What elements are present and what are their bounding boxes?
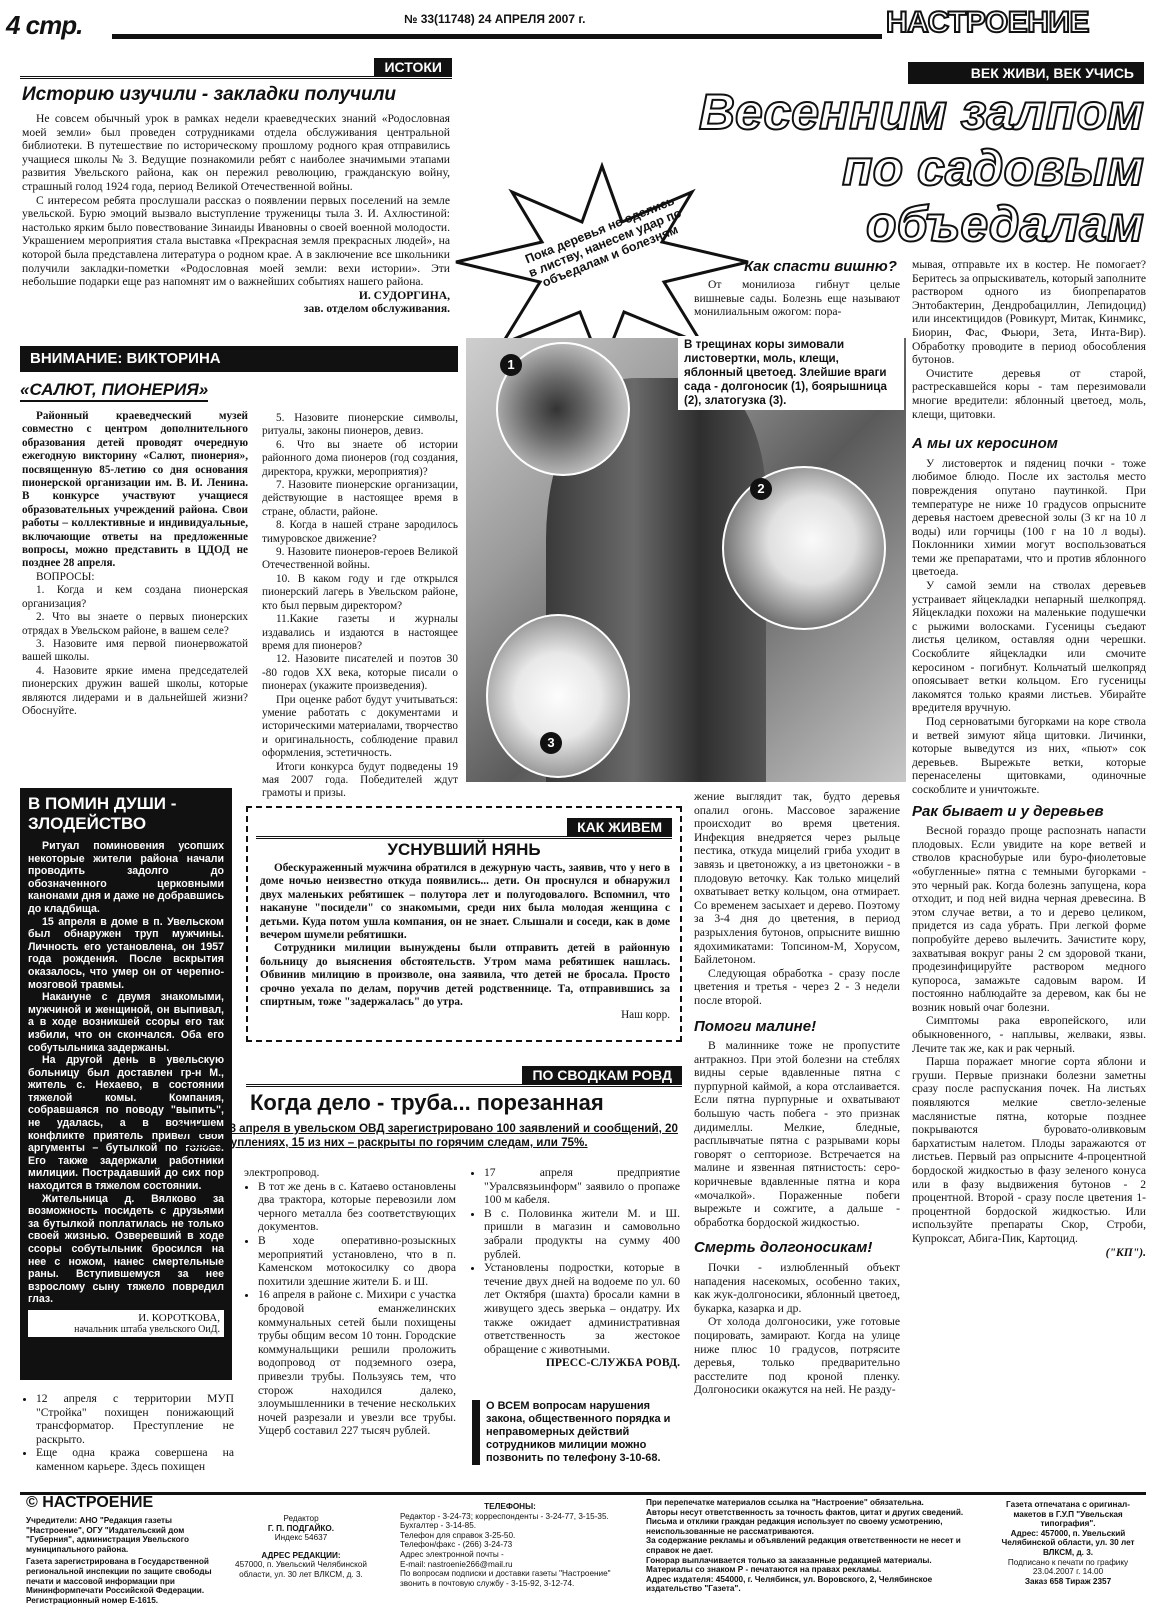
footer-legal: Материалы со знаком Р - печатаются на правах рекламы. xyxy=(646,1565,882,1575)
pomin-headline-2: ЗЛОДЕЙСТВО xyxy=(28,814,147,833)
quiz-question: 9. Назовите пионеров-героев Великой Отечественной войны. xyxy=(262,546,458,572)
quiz-question: 7. Назовите пионерские организации, действующие в настоящее время в стране, области, районе. xyxy=(262,479,458,518)
page-number: 4 стр. xyxy=(6,10,83,40)
pomin-paragraph: 15 апреля в доме в п. Увельском был обнаружен труп мужчины. Личность его установлена, он 1957 года рождения. После вскрытия оказалось, что умер он от черепно-мозговой травмы. xyxy=(28,915,224,991)
footer-phones-col xyxy=(400,1502,620,1588)
footer-editor-col xyxy=(226,1514,376,1580)
footer-legal-col xyxy=(646,1498,976,1594)
footer-phone: E-mail: nastroenie266@mail.ru xyxy=(400,1559,513,1569)
cherry-text: От монилиоза гибнут целые вишневые сады. Болезнь еще называют монилиальным ожогом: пора- xyxy=(694,278,900,319)
kak-zhivem-paragraph: Обескураженный мужчина обратился в дежурную часть, заявив, что у него в доме ночью неизвестно откуда появились... дети. Он проснулся и обнаружил двух маленьких ребятишек – полутора лет и полугодовалого. Вспомнил, что накануне "посидели" со знакомыми, среди них была молодая женщина с детьми. Куда потом ушла компания, он не знает. Слышали и соседи, как в доме вечером шумели ребятишки. xyxy=(260,862,670,942)
kak-zhivem-paragraph: Сотрудники милиции вынуждены были отправить детей в районную больницу до выяснения обстоятельств. Утром мама ребятишек нашлась. Обвинив милицию в произволе, она заявила, что детей не бросала. Просто срочно уехала по делам, поручив детей родственнице. Та, отправившись за спиртным, тоже "задержалась" до утра. xyxy=(260,942,670,1009)
rovd-continuation: электропровод. xyxy=(244,1166,320,1179)
kak-zhivem-signature: Наш корр. xyxy=(621,1009,670,1022)
footer-phones-label: ТЕЛЕФОНЫ: xyxy=(484,1502,536,1511)
istoki-paragraph: С интересом ребята прослушали рассказ о появлении первых поселений на земле увельской. Бурю эмоций вызвало выступление труженицы тыла З. И. Ахлюстиной: настолько ярким было повествование Зинаиды Ивановны о своей военной молодости. Украшением мероприятия стала выставка «Прекрасная земля прекрасных людей», на которой была представлена литература о родном крае. А в заключение все школьники получили закладки-пометки «Родословная моей земли: вехи истории». Эти небольшие подарки еще раз напомнят им о важнейших событиях нашего района. xyxy=(22,193,450,289)
istoki-headline: Историю изучили - закладки получили xyxy=(22,84,397,105)
kak-zhivem-body xyxy=(260,862,670,1023)
garden-right-col xyxy=(912,258,1146,1259)
photo-marker: 3 xyxy=(540,732,562,754)
garden-paragraph: Следующая обработка - сразу после цветения и третья - через 2 - 3 недели после второй. xyxy=(694,966,900,1007)
insect-circle-3 xyxy=(486,614,630,778)
footer-print: Заказ 658 Тираж 2357 xyxy=(1024,1576,1112,1586)
pomin-headline-1: В ПОМИН ДУШИ - xyxy=(28,794,177,813)
rovd-rubric: ПО СВОДКАМ РОВД xyxy=(522,1066,682,1084)
quiz-question: 12. Назовите писателей и поэтов 30 -80 годов ХХ века, которые писали о пионерах (укажите произведения). xyxy=(262,653,458,693)
garden-paragraph: Весной гораздо проще распознать напасти плодовых. Если увидите на коре ветвей и стволов краснобурые или буро-фиолетовые «обугленные» пятна с темными бугорками - это черный рак. Когда болезнь запущена, кора отходит, и под ней видна черная древесина. В этом случае ветви, а то и дерево целиком, придется из сада убрать. При легкой форме попробуйте дерево вылечить. Зачистите кору, захватывая вокруг раны 2 см здоровой ткани, продезинфицируйте раствором медного купороса, замажьте садовым варом. И постоянно наблюдайте за деревом, как бы не возник новый очаг болезни. xyxy=(912,824,1146,1014)
garden-rubric: ВЕК ЖИВИ, ВЕК УЧИСЬ xyxy=(908,62,1144,84)
quiz-question: 2. Что вы знаете о первых пионерских отрядах в Увельском районе, в вашем селе? xyxy=(22,611,248,637)
pomin-author: И. КОРОТКОВА, xyxy=(138,1311,220,1324)
footer-top-rule xyxy=(20,1492,1146,1495)
garden-paragraph: Почки - излюбленный объект нападения насекомых, особенно таких, как жук-долгоносики, яблонный цветоед, букарка, казарка и др. xyxy=(694,1261,900,1315)
footer-registration: Газета зарегистрирована в Государственной региональной инспекции по защите свободы печати и массовой информации при Мининформпечати Российской Федерации. Регистрационный номер Е-1615. xyxy=(26,1557,212,1605)
rovd-headline: Когда дело - труба... порезанная xyxy=(250,1090,604,1115)
news-item: • 12 апреля с территории МУП "Стройка" похищен понижающий трансформатор. Преступление не раскрыто. xyxy=(36,1392,234,1446)
rovd-callout: О ВСЕМ вопросам нарушения закона, общественного порядка и неправомерных действий сотрудников милиции можно позвонить по телефону 3-10-68. xyxy=(472,1400,680,1465)
istoki-author-role: зав. отделом обслуживания. xyxy=(303,302,450,316)
kak-zhivem-headline: УСНУВШИЙ НЯНЬ xyxy=(387,840,541,859)
quiz-question: 1. Когда и кем создана пионерская организация? xyxy=(22,584,248,610)
footer-founders: Учредители: АНО "Редакция газеты "Настроение", ОГУ "Издательский дом "Губерния", администрация Увельского муниципального района. xyxy=(26,1516,189,1554)
quiz-criteria: При оценке работ будут учитываться: умение работать с документами и историческими материалами, творчество и оригинальность, соблюдение правил оформления, эстетичность. xyxy=(262,693,458,760)
istoki-rubric-bar xyxy=(20,58,452,79)
pomin-box xyxy=(20,788,232,1380)
rovd-item: • 16 апреля в районе с. Михири с участка бродовой еманжелинских коммунальных сетей были похищены трубы общим весом 10 тонн. Городские коммунальщики решили проложить водопровод от подземного озера, привезли трубы. Пользуясь тем, что сторож находился далеко, злоумышленники в течение нескольких ночей разрезали и увезли все трубы. Ущерб составил 227 тысяч рублей. xyxy=(258,1288,456,1438)
newspaper-name: НАСТРОЕНИЕ xyxy=(886,6,1090,39)
footer-legal: Гонорар выплачивается только за заказанные редакцией материалы. xyxy=(646,1555,932,1565)
footer-phone: По вопросам подписки и доставки газеты "Настроение" звонить в почтовую службу - 3-15-92, 3-12-74. xyxy=(400,1569,611,1588)
footer-phone: Редактор - 3-24-73; корреспонденты - 3-24-77, 3-15-35. xyxy=(400,1511,609,1521)
pomin-author-role: начальник штаба увельского ОиД. xyxy=(74,1323,220,1335)
photo-marker: 2 xyxy=(750,478,772,500)
rovd-item: • В тот же день в с. Катаево остановлены два трактора, которые перевозили лом черного металла без соответствующих документов. xyxy=(258,1180,456,1234)
sub-kerosene: А мы их керосином xyxy=(912,435,1058,453)
garden-paragraph: мывая, отправьте их в костер. Не помогает? Беритесь за опрыскиватель, который заполните раствором одного из биопрепаратов Энтобактерин, Дендробациллин, Лепидоцид) или инсектицидов (Ровикурт, Митак, Кинмикс, Биорин, Фас, Фьюри, Зета, Инта-Вир). Обработку проводите в период обособления бутонов. xyxy=(912,258,1146,367)
garden-signature: ("КП"). xyxy=(1105,1245,1146,1259)
footer-phone: Адрес электронной почты - xyxy=(400,1549,504,1559)
istoki-rubric: ИСТОКИ xyxy=(374,58,452,76)
istoki-paragraph: Не совсем обычный урок в рамках недели краеведческих знаний «Родословная моей земли» был проведен сотрудниками отдела обслуживания центральной библиотеки. В путешествие по историческому прошлому родного края отправились учащиеся школы № 3. Ведущие познакомили ребят с наиболее значимыми этапами развития Увельского района, как он пережил революцию, гражданскую войну, страшный голод 1924 года, период Великой Отечественной войны. xyxy=(22,112,450,193)
footer-legal: Адрес издателя: 454000, г. Челябинск, ул. Воровского, 2, Челябинское издательство "Газета". xyxy=(646,1574,933,1594)
footer-legal: За содержание рекламы и объявлений редакция ответственности не несет и справок не дает. xyxy=(646,1536,961,1555)
quiz-question: 6. Что вы знаете об истории районного дома пионеров (год создания, директора, кружки, мероприятия)? xyxy=(262,438,458,478)
sub-cancer: Рак бывает и у деревьев xyxy=(912,802,1104,820)
footer-legal: Письма и отклики граждан редакция использует по своему усмотрению, неиспользованные не рассматриваются. xyxy=(646,1517,943,1536)
pomin-paragraph: Накануне с двумя знакомыми, мужчиной и женщиной, он выпивал, а в ходе возникшей ссоры его так избили, что он скончался. Оба его собутыльника задержаны. xyxy=(28,991,224,1054)
garden-headline-line: объедалам xyxy=(866,196,1144,252)
rovd-lead: С 12 по 18 апреля в увельском ОВД зарегистрировано 100 заявлений и сообщений, 20 – о преступлениях, 15 из них – раскрыты по горячим следам, или 75%. xyxy=(178,1122,678,1149)
footer-print: Газета отпечатана с оригинал-макетов в Г.У.П "Увельская типография". xyxy=(1006,1500,1130,1529)
news-item: • Еще одна кража совершена на каменном карьере. Здесь похищен xyxy=(36,1446,234,1473)
photo-caption: В трещинах коры зимовали листовертки, моль, клещи, яблонный цветоед. Злейшие враги сада - долгоносик (1), боярышница (2), златогузка (3). xyxy=(678,336,904,410)
rovd-item: • 17 апреля предприятие "Уралсвязьинформ" заявило о пропаже 100 м кабеля. xyxy=(484,1166,680,1207)
left-bottom-news xyxy=(22,1392,234,1474)
garden-paragraph: В малиннике тоже не пропустите антракноз. При этой болезни на стеблях видны серые вдавленные пятна с пурпурной каймой, а кора отслаивается. Если пятна пурпурные и охватывают большую часть побега - это признак дидимеллы. Мелкие, бледные, расплывчатые пятна с разрывами коры говорят о септориозе. Встречается на малине и язвенная пятнистость: серо-коричневые вдавленные пятна и кора «мочалкой». Пораженные побеги вырежьте и сожгите, а дальше - обработка бордоской жидкостью. xyxy=(694,1039,900,1229)
header-rule xyxy=(112,34,882,39)
garden-paragraph: Очистите деревья от старой, растрескавшейся коры - там перезимовали многие вредители: яблонный цветоед, моль, клещи, щитовки. xyxy=(912,366,1146,421)
footer-logo: © НАСТРОЕНИЕ xyxy=(26,1494,154,1511)
footer-founders-col xyxy=(26,1516,216,1605)
garden-paragraph: Под серноватыми бугорками на коре ствола и ветвей зимуют яйца щитовки. Личинки, которые выведутся из них, «пьют» сок деревьев. Вырежьте ветки, которые перенаселены щитовками, одиночные соскоблите и уничтожьте. xyxy=(912,715,1146,796)
footer-phone: Телефон для справок 3-25-50. xyxy=(400,1530,516,1540)
quiz-questions-label: ВОПРОСЫ: xyxy=(36,570,95,583)
istoki-author: И. СУДОРГИНА, xyxy=(358,288,450,302)
issue-line: № 33(11748) 24 АПРЕЛЯ 2007 г. xyxy=(404,12,586,26)
kak-zhivem-rubric: КАК ЖИВЕМ xyxy=(567,818,672,836)
quiz-question: 8. Когда в нашей стране зародилось тимуровское движение? xyxy=(262,519,458,545)
footer-address: 457000, п. Увельский Челябинской области, ул. 30 лет ВЛКСМ, д. 3. xyxy=(235,1560,367,1579)
rovd-item: • В с. Половинка жители М. и Ш. пришли в магазин и самовольно забрали продукты на сумму 400 рублей. xyxy=(484,1207,680,1261)
footer-print: Адрес: 457000, п. Увельский Челябинской области, ул. 30 лет ВЛКСМ, д. 3. xyxy=(1001,1528,1135,1557)
quiz-col-left xyxy=(22,410,248,718)
sub-weevil: Смерть долгоносикам! xyxy=(694,1239,873,1257)
quiz-question: 3. Назовите имя первой пионервожатой вашей школы. xyxy=(22,637,248,664)
quiz-question: 4. Назовите яркие имена председателей пионерских дружин вашей школы, которые являются лидерами и в дальнейшей жизни? Обоснуйте. xyxy=(22,664,248,717)
pomin-paragraph: Жительница д. Вялково за возможность посидеть с друзьями за бутылкой поплатилась не только своей жизнью. Озверевший в ходе ссоры собутыльник бросился на нее с ножом, нанес смертельные раны. Вступившемуся за нее взрослому сыну тяжело повредил глаз. xyxy=(28,1192,224,1306)
footer-phone: Телефон/факс - (266) 3-24-73 xyxy=(400,1540,513,1550)
footer-legal: При перепечатке материалов ссылка на "Настроение" обязательна. xyxy=(646,1498,924,1507)
istoki-body xyxy=(22,112,450,316)
garden-headline-line: Весенним залпом xyxy=(698,84,1144,140)
insect-circle-2 xyxy=(722,466,886,630)
footer-print-col xyxy=(992,1500,1144,1586)
footer-index: Индекс 54637 xyxy=(274,1533,328,1543)
garden-headline-line: по садовым xyxy=(842,140,1144,196)
kak-zhivem-rubric-bar xyxy=(256,818,672,839)
quiz-headline: «САЛЮТ, ПИОНЕРИЯ» xyxy=(20,380,208,402)
rovd-item: • Установлены подростки, которые в течение двух дней на водоеме по ул. 60 лет Октября (шахта) бросали камни в живущего здесь зверька – ондатру. Их также ожидает административная ответственность за жестокое обращение с животными. xyxy=(484,1261,680,1356)
garden-paragraph: У самой земли на стволах деревьев устраивает яйцекладки непарный шелкопряд. Яйцекладки похожи на маленькие подушечки с рыжими волосками. Гусеницы съедают листья целиком, оставляя одни черешки. Соскоблите яйцекладки или смочите керосином - погибнут. Кольчатый шелкопряд опоясывает ветки кольцом. Его гусеницы лакомятся только краями листьев. Убирайте вредителя вручную. xyxy=(912,579,1146,715)
garden-paragraph: жение выглядит так, будто деревья опалил огонь. Массовое заражение происходит во время цветения. Инфекция внедряется через рыльце пестика, откуда мицелий гриба уходит в завязь и цветоножку, а из цветоножки - в плодовую веточку. Как только мицелий охватывает ветку кольцом, она отмирает. Со временем засыхает и дерево. Поэтому за 3-4 дня до цветения, в период разрыхления бутонов, опрысните вишню ядохимикатами: Топсином-М, Хорусом, Байлетоном. xyxy=(694,790,900,967)
rovd-rubric-bar xyxy=(246,1066,682,1087)
rovd-col-2 xyxy=(470,1166,680,1370)
pomin-paragraph: Ритуал поминовения усопших некоторые жители района начали проводить задолго до обозначенного церковными канонами дня и даже не добравшись до кладбища. xyxy=(28,840,224,915)
footer-print: Подписано к печати по графику 23.04.2007 г. 14.00 xyxy=(1007,1557,1129,1577)
rovd-press: ПРЕСС-СЛУЖБА РОВД. xyxy=(545,1356,680,1370)
quiz-col-right xyxy=(262,412,458,801)
quiz-intro: Районный краеведческий музей совместно с центром дополнительного образования детей проводят очередную ежегодную викторину «Салют, пионерия», посвященную 85-летию со дня основания пионерской организации им. В. И. Ленина. В конкурсе участвуют учащиеся образовательных учреждений района. Свои работы – коллективные и индивидуальные, включающие ответы на предложенные вопросы, можно представить в ЦДОД не позднее 28 апреля. xyxy=(22,410,248,570)
rovd-item: • В ходе оперативно-розыскных мероприятий установлено, что в п. Каменском мотокосилку со двора похитили здешние жители Б. и Ш. xyxy=(258,1234,456,1288)
garden-paragraph: Парша поражает многие сорта яблони и груши. Первые признаки болезни заметны сразу после распускания почек. На листьях появляются мелкие светло-зеленые маслянистые пятна, которые позднее покрываются буровато-оливковым бархатистым налетом. Плоды заражаются от листьев. Первый раз опрысните 4-процентной бордоской жидкостью в фазу зеленого конуса или в фазу выдвижения бутонов - 2 процентной. Второй - сразу после цветения 1-процентной бордоской жидкостью. Или используйте препараты Скор, Строби, Купроксат, Абига-Пик, Картоцид. xyxy=(912,1055,1146,1245)
quiz-question: 10. В каком году и где открылся пионерский лагерь в Увельском районе, кто был первым директором? xyxy=(262,572,458,612)
photo-marker: 1 xyxy=(500,354,522,376)
garden-paragraph: Симптомы рака европейского, или обыкновенного, - наплывы, желваки, язвы. Лечите так же, как и рак черный. xyxy=(912,1014,1146,1055)
garden-paragraph: От холода долгоносики, уже готовые поцировать, замирают. Когда на улице ниже плюс 10 градусов, потрясите деревья, только предварительно расстелите под кроной пленку. Долгоносики окажутся на ней. Не разду- xyxy=(694,1315,900,1397)
quiz-results: Итоги конкурса будут подведены 19 мая 2007 года. Победителей ждут грамоты и призы. xyxy=(262,760,458,800)
footer-editor: Г. П. ПОДГАЙКО. xyxy=(267,1523,335,1533)
sub-raspberry: Помоги малине! xyxy=(694,1017,817,1035)
footer-address-label: АДРЕС РЕДАКЦИИ: xyxy=(261,1550,341,1560)
footer-editor-label: Редактор xyxy=(283,1514,319,1523)
rovd-col-1 xyxy=(244,1166,456,1438)
garden-mid-col xyxy=(694,790,900,1397)
quiz-question: 11.Какие газеты и журналы издавались и издаются в настоящее время для пионеров? xyxy=(262,613,458,652)
garden-paragraph: У листоверток и пядениц почки - тоже любимое блюдо. После их застолья место повреждения опутано паутинкой. При температуре не ниже 10 градусов опрысните деревья настоем древесной золы (3 кг на 10 л воды) или горчицы (100 г на 10 л воды). Поклонники химии могут воспользоваться теми же препаратами, что и против яблонного цветоеда. xyxy=(912,456,1146,579)
sub-cherry: Как спасти вишню? xyxy=(744,258,897,275)
pomin-paragraph: На другой день в увельскую больницу был доставлен гр-н М., житель с. Нехаево, в состоянии тяжелой комы. Компания, собравшаяся по поводу "выпить", не удалась, а в возникшем конфликте приятель привел свои аргументы – бутылкой по голове. Его также задержали работники милиции. Пострадавший до сих пор находится в тяжелом состоянии. xyxy=(28,1054,224,1193)
quiz-question: 5. Назовите пионерские символы, ритуалы, законы пионеров, девиз. xyxy=(262,412,458,438)
starburst-text: Пока деревья не оделись в листву, нанесем удар по объедалам и болезням xyxy=(523,193,684,290)
footer-phone: Бухгалтер - 3-14-85. xyxy=(400,1521,477,1531)
footer-legal: Авторы несут ответственность за точность фактов, цитат и других сведений. xyxy=(646,1507,964,1517)
quiz-rubric: ВНИМАНИЕ: ВИКТОРИНА xyxy=(20,346,458,372)
